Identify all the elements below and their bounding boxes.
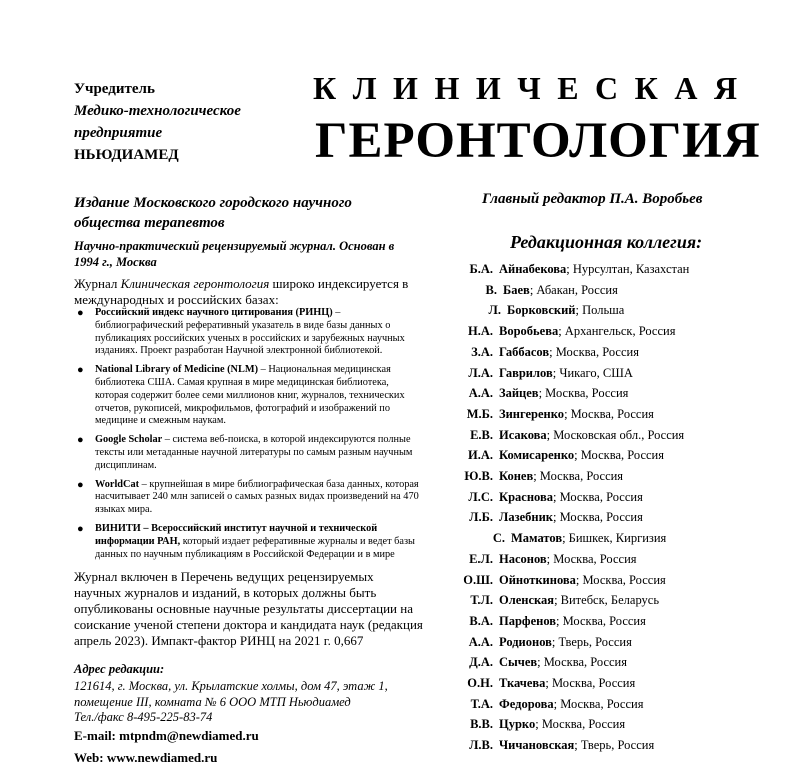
board-member [463,447,664,463]
member-surname: Парфенов [499,613,557,628]
member-location: ; Тверь, Россия [551,634,632,649]
member-surname: Чичановская [499,738,575,753]
member-location: ; Москва, Россия [564,406,654,421]
member-surname: Айнабекова [499,262,567,276]
member-initials: И.А. [468,448,493,463]
member-initials: Т.А. [470,696,493,711]
index-name: Google Scholar [95,434,163,446]
board-member [463,675,635,691]
member-initials: Л.В. [469,738,493,753]
member-initials: В.В. [470,717,493,732]
board-member [463,489,643,505]
index-desc: который издает реферативные журналы и ведет базы данных по научным публикациям в Российской Федерации и в мире [95,535,415,560]
member-surname: Федорова [499,696,554,711]
member-surname: Борковский [507,303,576,318]
board-member [463,468,623,484]
founder-org-line1: Медико-технологическое [74,103,241,119]
member-location: ; Чикаго, США [552,365,633,380]
member-surname: Гаврилов [499,365,553,380]
member-location: ; Москва, Россия [538,386,629,401]
member-surname: Комисаренко [499,448,575,463]
member-surname: Оленская [499,593,555,608]
member-location: ; Москва, Россия [533,469,624,483]
member-initials: Л.С. [468,489,493,504]
member-surname: Краснова [499,489,553,504]
index-item-google-scholar [74,434,424,472]
member-location: ; Абакан, Россия [529,282,618,297]
member-initials: Б.А. [469,262,493,276]
board-member [475,530,666,546]
intro-post: широко индексируется в международных и российских базах: [74,276,409,307]
bullet-icon: ● [77,364,84,377]
board-member [463,592,659,608]
bullet-icon: ● [77,478,84,491]
member-initials: Н.А. [468,324,493,339]
member-location: ; Нурсултан, Казахстан [566,262,690,276]
member-initials: О.Ш. [463,572,493,587]
member-location: ; Польша [575,303,625,318]
email-link[interactable]: E-mail: mtpndm@newdiamed.ru [74,728,259,743]
board-member [463,323,675,339]
member-surname: Ойноткинова [499,572,576,587]
journal-title-line1: КЛИНИЧЕСКАЯ [313,70,754,106]
member-location: ; Москва, Россия [546,551,637,566]
member-surname: Конев [499,469,534,483]
board-heading: Редакционная коллегия: [510,232,703,252]
member-initials: А.А. [468,386,493,401]
founder-org-name: НЬЮДИАМЕД [74,147,179,163]
member-location: ; Москва, Россия [553,696,644,711]
intro-pre: Журнал [74,276,121,291]
index-desc: – крупнейшая в мире библиографическая база данных, которая насчитывает 240 млн записей о самых разных видах произведений на 470 языках мира. [95,478,419,516]
member-location: ; Москва, Россия [552,489,643,504]
address-phone: Тел./факс 8-495-225-83-74 [74,710,213,724]
member-surname: Цурко [499,717,536,732]
member-location: ; Москва, Россия [553,510,643,525]
board-member [463,509,643,525]
member-surname: Баев [503,282,530,297]
member-location: ; Московская обл., Россия [546,427,685,442]
board-member [463,406,654,422]
index-name: ВИНИТИ – Всероссийский институт научной и технической информации РАН, [95,522,378,547]
board-member [463,634,632,650]
member-initials: М.Б. [466,406,493,421]
member-initials: В. [485,282,497,297]
bullet-icon: ● [77,434,84,447]
member-location: ; Москва, Россия [549,344,639,359]
board-member [463,572,666,588]
board-member [463,696,643,712]
member-initials: Е.Л. [469,551,493,566]
address-line1: 121614, г. Москва, ул. Крылатские холмы, дом 47, этаж 1, [74,679,388,693]
address-line2: помещение III, комната № 6 ООО МТП Ньюдиамед [74,694,351,709]
index-intro [74,276,414,308]
board-member [463,551,637,567]
member-initials: А.А. [468,634,493,649]
board-member [463,613,646,629]
address-label: Адрес редакции: [74,662,165,676]
bullet-icon: ● [77,307,84,319]
member-location: ; Москва, Россия [575,572,666,587]
address-block [74,679,424,726]
bullet-icon: ● [77,522,84,535]
intro-journal: Клиническая геронтология [120,276,270,291]
member-initials: В.А. [469,613,493,628]
member-surname: Маматов [511,531,563,546]
member-location: ; Москва, Россия [556,613,646,628]
member-initials: Л. [488,303,501,318]
member-surname: Зингеренко [499,406,565,421]
member-surname: Воробьева [499,324,559,339]
index-item-viniti [74,523,424,561]
member-surname: Родионов [499,634,552,649]
founder-block [74,78,304,166]
index-item-worldcat [74,479,424,517]
member-initials: Ю.В. [464,469,493,483]
index-list [74,307,424,561]
member-surname: Насонов [499,551,547,566]
board-member [471,302,624,318]
member-surname: Исакова [499,427,547,442]
member-initials: З.А. [471,344,493,359]
member-surname: Габбасов [499,344,550,359]
member-initials: Л.А. [468,365,493,380]
journal-title-line2: ГЕРОНТОЛОГИЯ [315,113,761,169]
index-desc: – система веб-поиска, в которой индексируются полные тексты или метаданные научной литературы по самым разным научным дисциплинам. [95,434,413,471]
inclusion-text: Журнал включен в Перечень ведущих рецензируемых научных журналов и изданий, в которых должны быть опубликованы основные научные результаты диссертации на соискание ученой степени доктора и кандидата наук (редакция апрель 2023). Импакт-фактор РИНЦ на 2021 г. 0,667 [74,569,423,648]
member-location: ; Тверь, Россия [574,738,655,753]
member-surname: Зайцев [499,386,539,401]
member-location: ; Москва, Россия [545,676,636,690]
member-initials: Т.Л. [470,593,493,608]
member-surname: Лазебник [499,510,553,525]
member-location: ; Архангельск, Россия [558,324,676,339]
board-member [463,365,633,381]
index-name: Российский индекс научного цитирования (РИНЦ) [95,307,333,318]
board-member [463,261,689,277]
member-surname: Сычев [499,655,538,670]
journal-type: Научно-практический рецензируемый журнал. Основан в 1994 г., Москва [74,239,395,269]
board-member [463,716,625,732]
web-link[interactable]: Web: www.newdiamed.ru [74,750,218,765]
member-location: ; Витебск, Беларусь [554,593,660,608]
member-initials: Д.А. [469,655,493,670]
board-member [463,737,654,753]
publisher-line: Издание Московского городского научного общества терапевтов [74,195,352,231]
board-member [467,282,618,298]
member-initials: О.Н. [467,676,493,690]
board-member [463,344,639,360]
index-item-rinc [74,307,424,358]
chief-editor: Главный редактор П.А. Воробьев [482,191,703,207]
index-desc: – Национальная медицинская библиотека США. Самая крупная в мире медицинская библиотека, которая содержит более семи миллионов книг, журналов, технических отчетов, рукописей, микрофильмов, фотографий и изображений по медицине и смежным наукам. [95,364,405,427]
index-name: National Library of Medicine (NLM) [95,364,259,376]
board-member [463,427,684,443]
member-initials: С. [492,531,505,546]
member-initials: Е.В. [470,427,493,442]
member-initials: Л.Б. [469,510,493,525]
index-item-nlm [74,364,424,428]
founder-org-line2: предприятие [74,125,163,141]
index-name: WorldCat [95,478,140,490]
member-location: ; Москва, Россия [537,655,627,670]
member-location: ; Бишкек, Киргизия [562,531,667,546]
member-location: ; Москва, Россия [574,448,664,463]
board-member [463,385,628,401]
board-member [463,654,627,670]
member-location: ; Москва, Россия [535,717,626,732]
founder-label: Учредитель [74,81,155,97]
index-desc: – библиографический реферативный указатель в виде базы данных о публикациях российских ученых в российских и зарубежных научных изданиях. Проект разработан Научной электронной библиотекой. [95,307,405,357]
member-surname: Ткачева [499,676,546,690]
